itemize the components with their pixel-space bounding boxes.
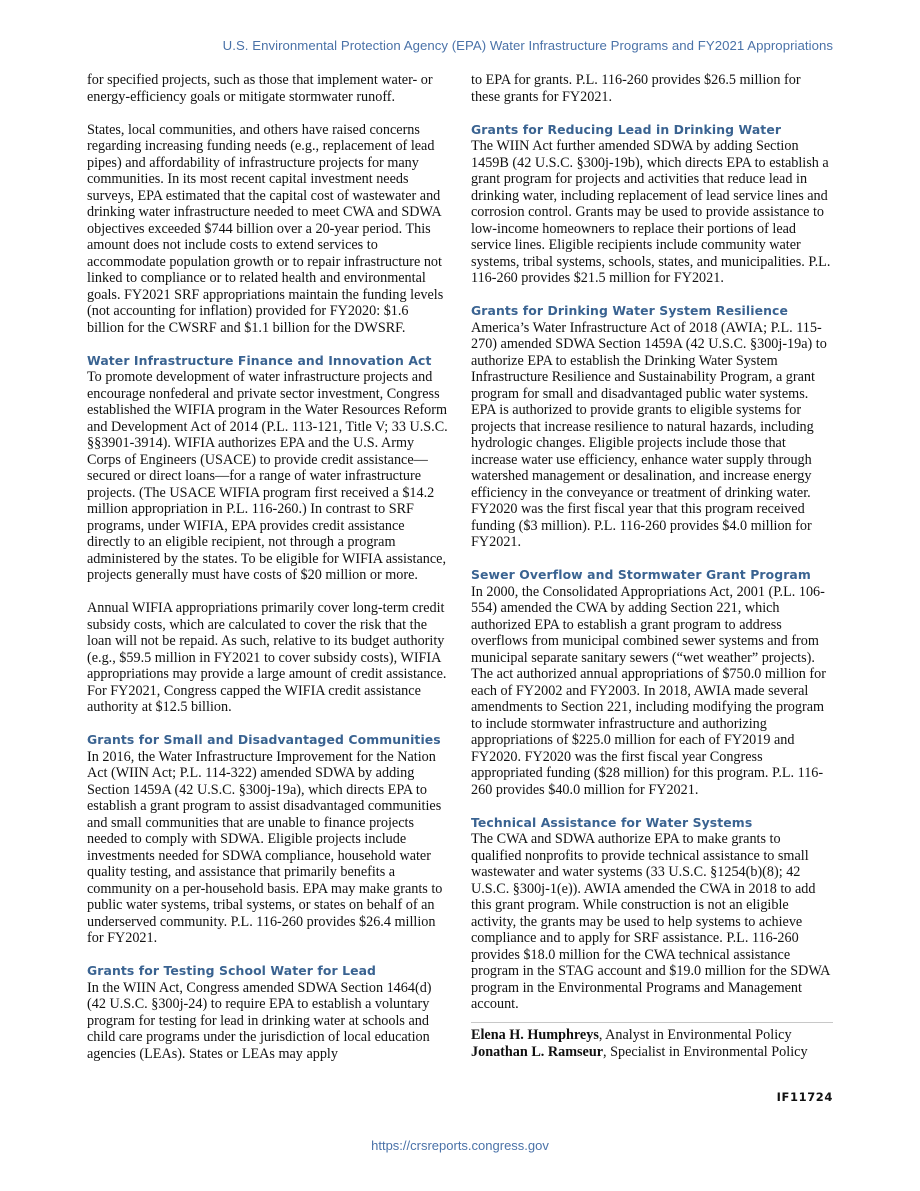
- technical-assistance-paragraph: The CWA and SDWA authorize EPA to make grants to qualified nonprofits to provide technical assistance to small wastewater and water systems (33 U.S.C. §1254(b)(8); 42 U.S.C. §300j-1(e)). AWIA amended the CWA in 2018 to add this grant program. While construction is not an eligible activity, the grants may be used to help systems to achieve compliance and to apply for SRF assistance. P.L. 116-260 provides $18.0 million for the CWA technical assistance program in the STAG account and $19.0 million for the SDWA program in the Environmental Programs and Management account.: [471, 831, 830, 1012]
- right-column: [471, 72, 833, 1060]
- intro-continued-paragraph: for specified projects, such as those that implement water- or energy-efficiency goals or mitigate stormwater runoff.: [87, 72, 433, 105]
- wifia-paragraph-2: Annual WIFIA appropriations primarily cover long-term credit subsidy costs, which are calculated to cover the risk that the loan will not be repaid. As such, relative to its budget authority (e.g., $59.5 million in FY2021 to cover subsidy costs), WIFIA appropriations may provide a large amount of credit assistance. For FY2021, Congress capped the WIFIA credit assistance authority at $12.5 billion.: [87, 600, 447, 715]
- small-disadvantaged-paragraph: In 2016, the Water Infrastructure Improvement for the Nation Act (WIIN Act; P.L. 114-322) amended SDWA by adding Section 1459A (42 U.S.C. §300j-19a), which directs EPA to establish a grant program to assist disadvantaged communities and small communities that are unable to finance projects needed to comply with SDWA. Eligible projects include investments needed for SDWA compliance, household water quality testing, and assistance that primarily benefits a community on a per-household basis. EPA may make grants to public water systems, tribal systems, or states on behalf of an underserved community. P.L. 116-260 provides $26.4 million for FY2021.: [87, 748, 443, 946]
- funding-concerns-paragraph: States, local communities, and others have raised concerns regarding increasing funding needs (e.g., replacement of lead pipes) and affordability of infrastructure projects for many communities. In its most recent capital investment needs surveys, EPA estimated that the capital cost of wastewater and drinking water infrastructure needed to meet CWA and SDWA objectives exceeded $744 billion over a 20-year period. This amount does not include costs to extend services to accommodate population growth or to repair infrastructure not linked to compliance or to related health and environmental goals. FY2021 SRF appropriations maintain the funding levels (not accounting for inflation) provided for FY2020: $1.6 billion for the CWSRF and $1.1 billion for the DWSRF.: [87, 121, 444, 336]
- reducing-lead-heading: Grants for Reducing Lead in Drinking Water: [471, 121, 782, 137]
- left-column: [87, 72, 449, 1079]
- reducing-lead-paragraph: The WIIN Act further amended SDWA by adding Section 1459B (42 U.S.C. §300j-19b), which directs EPA to establish a grant program for projects and activities that reduce lead in drinking water, including replacement of lead service lines and corrosion control. Grants may be used to provide assistance to low-income homeowners to replace their portions of lead service lines. Eligible recipients include community water systems, tribal systems, schools, states, and municipalities. P.L. 116-260 provides $21.5 million for FY2021.: [471, 138, 831, 286]
- resilience-heading: Grants for Drinking Water System Resilience: [471, 303, 788, 318]
- running-header-title: U.S. Environmental Protection Agency (EPA) Water Infrastructure Programs and FY2021 Appropriations: [222, 38, 833, 53]
- school-lead-paragraph: In the WIIN Act, Congress amended SDWA Section 1464(d) (42 U.S.C. §300j-24) to require EPA to establish a voluntary program for testing for lead in drinking water at schools and child care programs under the jurisdiction of local education agencies (LEAs). States or LEAs may apply: [87, 979, 432, 1062]
- school-lead-heading: Grants for Testing School Water for Lead: [87, 963, 377, 978]
- author-line: [471, 1044, 833, 1061]
- author-block: [471, 1022, 833, 1060]
- author-role: , Analyst in Environmental Policy: [598, 1027, 792, 1043]
- footer-url-link[interactable]: https://crsreports.congress.gov: [371, 1138, 549, 1153]
- author-role: , Specialist in Environmental Policy: [603, 1043, 808, 1060]
- wifia-paragraph-1: To promote development of water infrastructure projects and encourage nonfederal and private sector investment, Congress established the WIFIA program in the Water Resources Reform and Development Act of 2014 (P.L. 113-121, Title V; 33 U.S.C. §§3901-3914). WIFIA authorizes EPA and the U.S. Army Corps of Engineers (USACE) to provide credit assistance—secured or direct loans—for a range of water infrastructure projects. (The USACE WIFIA program first received a $14.2 million appropriation in P.L. 116-260.) In contrast to SRF programs, under WIFIA, EPA provides credit assistance directly to an eligible recipient, not through a program administered by the states. To be eligible for WIFIA assistance, projects generally must have costs of $20 million or more.: [87, 369, 448, 583]
- resilience-paragraph: America’s Water Infrastructure Act of 2018 (AWIA; P.L. 115-270) amended SDWA Section 1459A (42 U.S.C. §300j-19a) to authorize EPA to establish the Drinking Water System Infrastructure Resilience and Sustainability Program, a grant program for small and disadvantaged public water systems. EPA is authorized to provide grants to eligible systems for projects that increase resilience to natural hazards, including hydrologic changes. Eligible projects include those that increase water use efficiency, enhance water supply through watershed management or desalination, and increase energy efficiency in the conveyance or treatment of drinking water. FY2020 was the first fiscal year that this program received funding ($3 million). P.L. 116-260 provides $4.0 million for FY2021.: [471, 319, 827, 550]
- author-name: Elena H. Humphreys: [471, 1027, 599, 1043]
- report-id: IF11724: [776, 1090, 833, 1104]
- sewer-overflow-paragraph: In 2000, the Consolidated Appropriations Act, 2001 (P.L. 106-554) amended the CWA by adding Section 221, which authorized EPA to establish a grant program to address overflows from municipal combined sewer systems and from municipal separate sanitary sewers (“wet weather” projects). The act authorized annual appropriations of $750.0 million for each of FY2002 and FY2003. In 2018, AWIA made several amendments to Section 221, including modifying the program to include stormwater infrastructure and authorizing appropriations of $225.0 million for each of FY2019 and FY2020. FY2020 was the first fiscal year Congress appropriated funding ($28 million) for this program. P.L. 116-260 provides $40.0 million for FY2021.: [471, 583, 826, 798]
- sewer-overflow-heading: Sewer Overflow and Stormwater Grant Program: [471, 567, 811, 582]
- wifia-heading: Water Infrastructure Finance and Innovation Act: [87, 352, 432, 368]
- school-lead-continued-paragraph: to EPA for grants. P.L. 116-260 provides $26.5 million for these grants for FY2021.: [471, 72, 801, 105]
- author-line: [471, 1027, 833, 1044]
- author-name: Jonathan L. Ramseur: [471, 1043, 604, 1060]
- small-disadvantaged-heading: Grants for Small and Disadvantaged Communities: [87, 732, 441, 747]
- technical-assistance-heading: Technical Assistance for Water Systems: [471, 814, 753, 830]
